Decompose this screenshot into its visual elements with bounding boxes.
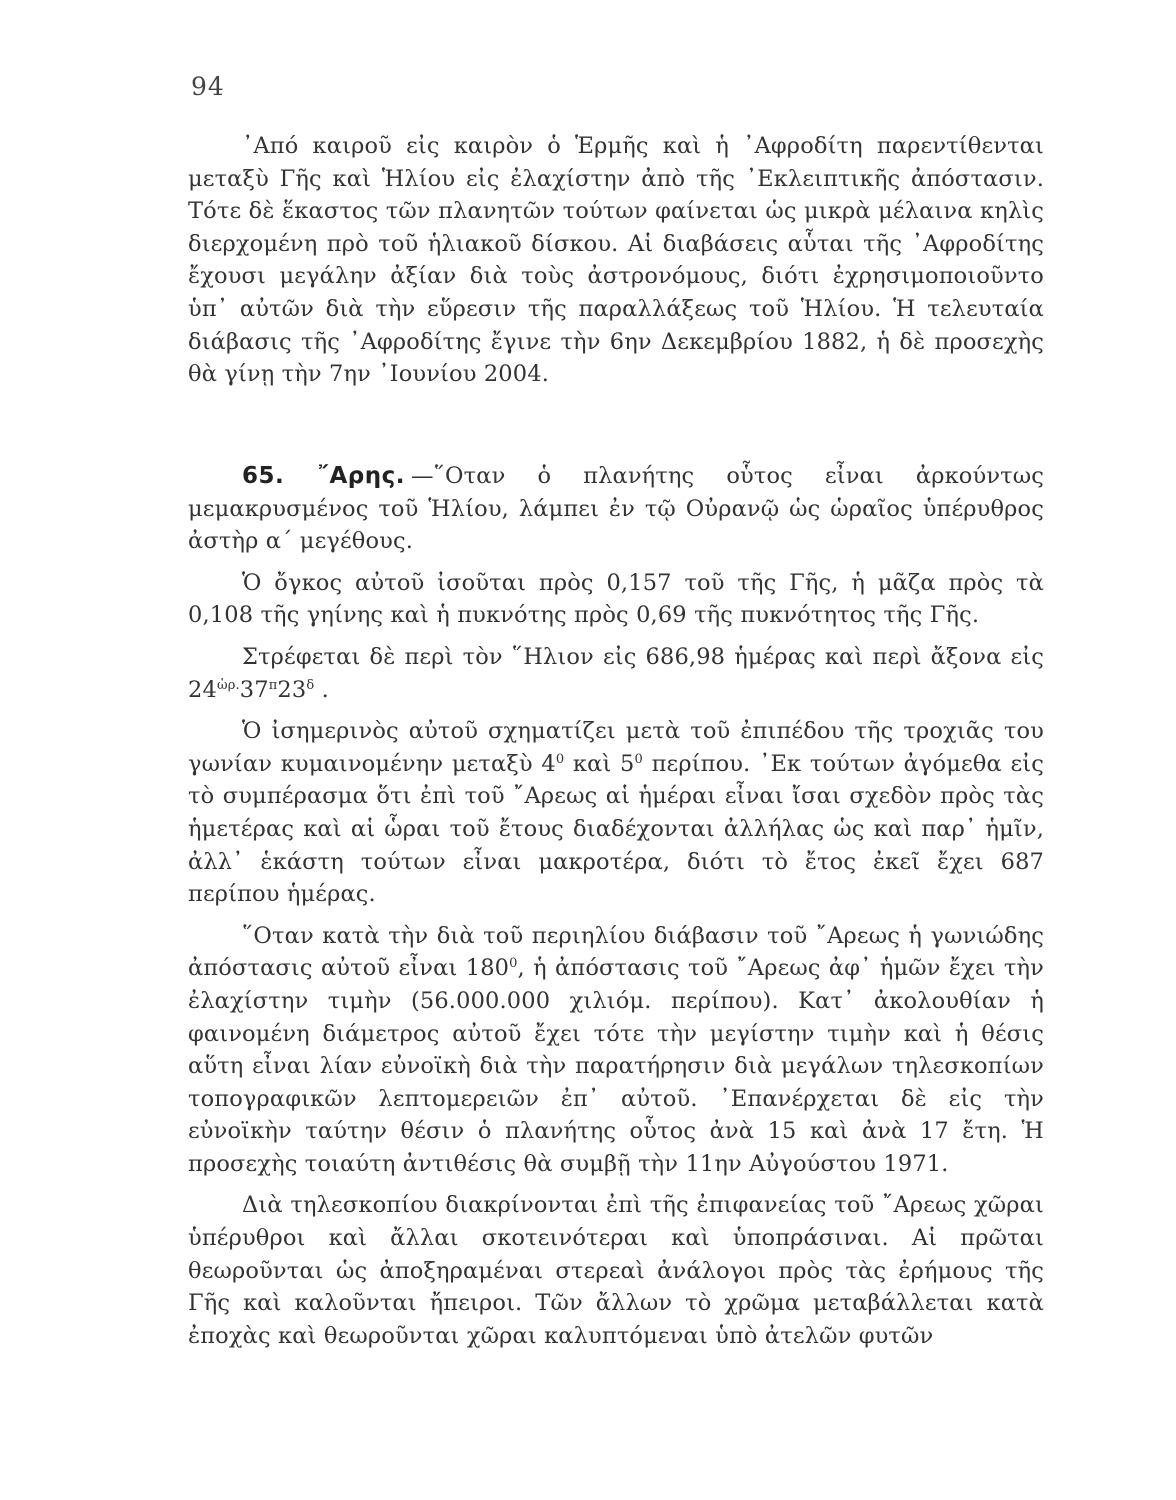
degree-sup-3: 0 — [509, 956, 518, 972]
paragraph-volume-mass: Ὁ ὄγκος αὐτοῦ ἰσοῦται πρὸς 0,157 τοῦ τῆς Γῆς, ἡ μᾶζα πρὸς τὰ 0,108 τῆς γηίνης καὶ ἡ πυκνότης πρὸς 0,69 τῆς πυκνότητος τῆς Γῆς. — [188, 569, 1044, 629]
rotation-hours-unit: ὡρ. — [216, 677, 240, 693]
paragraph-rotation — [188, 641, 1044, 706]
opposition-text-a: ῞Οταν κατὰ τὴν διὰ τοῦ περιηλίου διάβασιν τοῦ ῎Αρεως ἡ γωνιώδης ἀπόστασις αὐτοῦ εἶναι 180 — [188, 922, 1044, 982]
rotation-end: . — [314, 676, 329, 703]
rotation-minutes: 37 — [239, 676, 269, 703]
paragraph-transits: ᾿Από καιροῦ εἰς καιρὸν ὁ Ἑρμῆς καὶ ἡ ᾿Αφροδίτη παρεντίθενται μεταξὺ Γῆς καὶ Ἡλίου εἰς ἐλαχίστην ἀπὸ τῆς ᾿Εκλειπτικῆς ἀπόστασιν. Τότε δὲ ἕκαστος τῶν πλανητῶν τούτων φαίνεται ὡς μικρὰ μέλαινα κηλὶς διερχομένη πρὸ τοῦ ἡλιακοῦ δίσκου. Αἱ διαβάσεις αὗται τῆς ᾿Αφροδίτης ἔχουσι μεγάλην ἀξίαν διὰ τοὺς ἀστρονόμους, διότι ἐχρησιμοποιοῦντο ὑπ᾿ αὐτῶν διὰ τὴν εὕρεσιν τῆς παραλλάξεως τοῦ Ἡλίου. Ἡ τελευταία διάβασις τῆς ᾿Αφροδίτης ἔγινε τὴν 6ην Δεκεμβρίου 1882, ἡ δὲ προσεχὴς θὰ γίνῃ τὴν 7ην ᾿Ιουνίου 2004. — [188, 133, 1044, 388]
degree-sup-1: 0 — [555, 751, 565, 767]
paragraph-mars-intro — [188, 460, 1044, 558]
rotation-seconds: 23 — [277, 676, 307, 703]
text-block-mars — [188, 460, 1044, 1352]
paragraph-equator-seasons — [188, 715, 1044, 911]
paragraph-surface: Διὰ τηλεσκοπίου διακρίνονται ἐπὶ τῆς ἐπιφανείας τοῦ ῎Αρεως χῶραι ὑπέρυθροι καὶ ἄλλαι σκοτεινότεραι καὶ ὑποπράσιναι. Αἱ πρῶται θεωροῦνται ὡς ἀποξηραμέναι στερεαὶ ἀνάλογοι πρὸς τὰς ἐρήμους τῆς Γῆς καὶ καλοῦνται ἤπειροι. Τῶν ἄλλων τὸ χρῶμα μεταβάλλεται κατὰ ἐποχὰς καὶ θεωροῦνται χῶραι καλυπτόμεναι ὑπὸ ἀτελῶν φυτῶν — [188, 1192, 1044, 1349]
paragraph-mars-intro-text: —῞Οταν ὁ πλανήτης οὗτος εἶναι ἀρκούντως μεμακρυσμένος τοῦ Ἡλίου, λάμπει ἐν τῷ Οὐρανῷ ὡς ὡραῖος ὑπέρυθρος ἀστὴρ α´ μεγέθους. — [188, 463, 1044, 555]
page-number: 94 — [191, 72, 225, 101]
rotation-minutes-unit: π — [268, 677, 278, 693]
equator-text-b: καὶ 5 — [564, 750, 635, 777]
equator-text-a: Ὁ ἰσημερινὸς αὐτοῦ σχηματίζει μετὰ τοῦ ἐπιπέδου τῆς τροχιᾶς του γωνίαν κυμαινομένην μεταξὺ 4 — [188, 718, 1044, 777]
rotation-seconds-unit: δ — [306, 677, 315, 693]
equator-text-c: περίπου. ᾿Εκ τούτων ἀγόμεθα εἰς τὸ συμπέρασμα ὅτι ἐπὶ τοῦ ῎Αρεως αἱ ἡμέραι εἶναι ἴσαι σχεδὸν πρὸς τὰς ἡμετέρας καὶ αἱ ὧραι τοῦ ἔτους διαδέχονται ἀλλήλας ὡς καὶ παρ᾿ ἡμῖν, ἀλλ᾿ ἑκάστη τούτων εἶναι μακροτέρα, διότι τὸ ἔτος ἐκεῖ ἔχει 687 περίπου ἡμέρας. — [188, 750, 1044, 908]
text-block-top — [188, 130, 1044, 391]
opposition-text-b: , ἡ ἀπόστασις τοῦ ῎Αρεως ἀφ᾿ ἡμῶν ἔχει τὴν ἐλαχίστην τιμὴν (56.000.000 χιλιόμ. περίπου). Κατ᾿ ἀκολουθίαν ἡ φαινομένη διάμετρος αὐτοῦ ἔχει τότε τὴν μεγίστην τιμὴν καὶ ἡ θέσις αὕτη εἶναι λίαν εὐνοϊκὴ διὰ τὴν παρατήρησιν διὰ μεγάλων τηλεσκοπίων τοπογραφικῶν λεπτομερειῶν ἐπ᾿ αὐτοῦ. ᾿Επανέρχεται δὲ εἰς τὴν εὐνοϊκὴν ταύτην θέσιν ὁ πλανήτης οὗτος ἀνὰ 15 καὶ ἀνὰ 17 ἔτη. Ἡ προσεχὴς τοιαύτη ἀντιθέσις θὰ συμβῇ τὴν 11ην Αὐγούστου 1971. — [188, 955, 1044, 1177]
rotation-text: Στρέφεται δὲ περὶ τὸν ῞Ηλιον εἰς 686,98 ἡμέρας καὶ περὶ ἄξονα εἰς 24 — [188, 643, 1044, 703]
section-heading-mars: 65. ῎Αρης. — [242, 463, 405, 489]
degree-sup-2: 0 — [634, 751, 643, 767]
paragraph-opposition — [188, 920, 1044, 1181]
